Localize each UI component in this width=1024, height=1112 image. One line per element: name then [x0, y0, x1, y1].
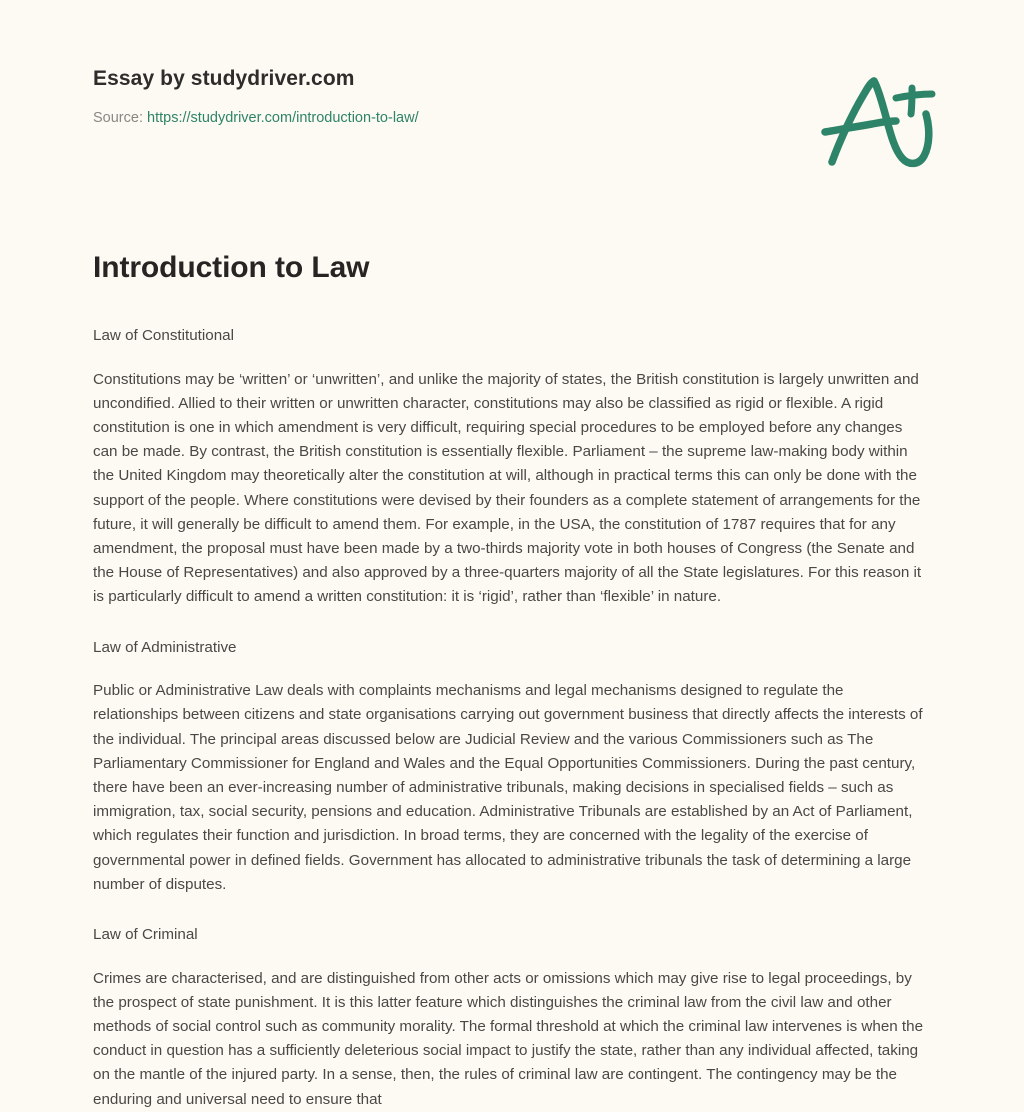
page-header [0, 0, 1024, 200]
section-paragraph-constitutional: Constitutions may be ‘written’ or ‘unwritten’, and unlike the majority of states, the British constitution is largely unwritten and uncondified. Allied to their written or unwritten character, constitutions may also be classified as rigid or flexible. A rigid constitution is one in which amendment is very difficult, requiring special procedures to be employed before any changes can be made. By contrast, the British constitution is essentially flexible. Parliament – the supreme law-making body within the United Kingdom may theoretically alter the constitution at will, although in practical terms this can only be done with the support of the people. Where constitutions were devised by their founders as a complete statement of arrangements for the future, it will generally be difficult to amend them. For example, in the USA, the constitution of 1787 requires that for any amendment, the proposal must have been made by a two-thirds majority vote in both houses of Congress (the Senate and the House of Representatives) and also approved by a three-quarters majority of all the State legislatures. For this reason it is particularly difficult to amend a written constitution: it is ‘rigid’, rather than ‘flexible’ in nature. [93, 370, 922, 606]
page-title: Introduction to Law [93, 251, 370, 284]
essay-attribution-title: Essay by studydriver.com [93, 67, 355, 90]
section-paragraph-criminal: Crimes are characterised, and are distinguished from other acts or omissions which may give rise to legal proceedings, by the prospect of state punishment. It is this latter feature which distinguishes the criminal law from the civil law and other methods of social control such as community morality. The formal threshold at which the criminal law intervenes is when the conduct in question has a sufficiently deleterious social impact to justify the state, rather than any individual affected, taking on the mantle of the injured party. In a sense, then, the rules of criminal law are contingent. The contingency may be the enduring and universal need to ensure that [93, 969, 924, 1108]
source-label: Source: [93, 110, 143, 127]
section-paragraph-administrative: Public or Administrative Law deals with complaints mechanisms and legal mechanisms designed to regulate the relationships between citizens and state organisations carrying out government business that directly affects the interests of the individual. The principal areas discussed below are Judicial Review and the various Commissioners such as The Parliamentary Commissioner for England and Wales and the Equal Opportunities Commissioners. During the past century, there have been an ever-increasing number of administrative tribunals, making decisions in specialised fields – such as immigration, tax, social security, pensions and education. Administrative Tribunals are established by an Act of Parliament, which regulates their function and jurisdiction. In broad terms, they are concerned with the legality of the exercise of governmental power in defined fields. Government has allocated to administrative tribunals the task of determining a large number of disputes. [93, 682, 923, 893]
article-body [93, 324, 931, 1112]
source-url-link[interactable]: https://studydriver.com/introduction-to-law/ [147, 110, 419, 127]
article [0, 200, 1024, 1112]
studydriver-a-plus-logo-icon [816, 70, 948, 170]
section-heading-criminal: Law of Criminal [93, 925, 198, 943]
section-heading-administrative: Law of Administrative [93, 638, 237, 656]
section-heading-constitutional: Law of Constitutional [93, 327, 234, 344]
